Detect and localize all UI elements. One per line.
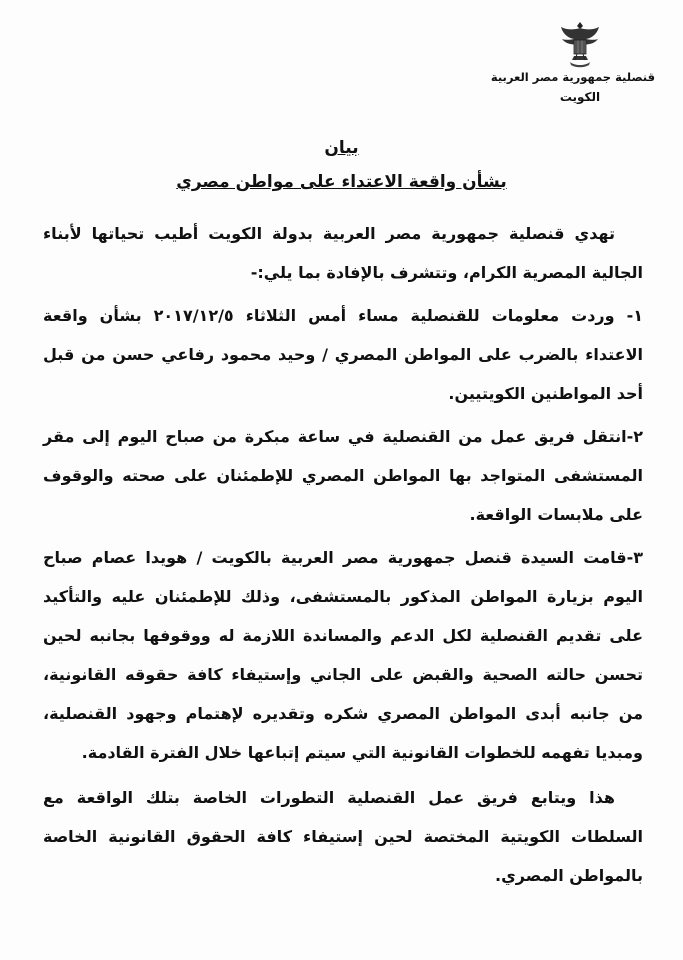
item-2 bbox=[43, 417, 643, 534]
document-title: بيان bbox=[324, 138, 359, 158]
closing-paragraph bbox=[43, 778, 643, 895]
letterhead bbox=[490, 18, 655, 104]
item-3-text: ٣-قامت السيدة قنصل جمهورية مصر العربية بالكويت / هويدا عصام صباح اليوم بزيارة المواطن المذكور بالمستشفى، وذلك للإطمئنان عليه والتأكيد على تقديم القنصلية لكل الدعم والمساندة اللازمة له ووقوفها بجانبه لحين تحسن حالته الصحية والقبض على الجاني وإستيفاء كافة حقوقه القانونية، من جانبه أبدى المواطن المصري شكره وتقديره لإهتمام وجهود القنصلية، ومبديا تفهمه للخطوات القانونية التي سيتم إتباعها خلال الفترة القادمة. bbox=[43, 548, 643, 762]
consulate-name: قنصلية جمهورية مصر العربية bbox=[490, 70, 655, 84]
item-3 bbox=[43, 538, 643, 772]
document-subtitle: بشأن واقعة الاعتداء على مواطن مصري bbox=[176, 172, 507, 192]
consulate-location: الكويت bbox=[559, 90, 601, 104]
intro-text: تهدي قنصلية جمهورية مصر العربية بدولة الكويت أطيب تحياتها لأبناء الجالية المصرية الكرام، وتتشرف بالإفادة بما يلي:- bbox=[43, 224, 643, 282]
intro-paragraph bbox=[43, 214, 643, 292]
item-2-text: ٢-انتقل فريق عمل من القنصلية في ساعة مبكرة من صباح اليوم إلى مقر المستشفى المتواجد بها المواطن المصري للإطمئنان على صحته والوقوف على ملابسات الواقعة. bbox=[43, 427, 643, 524]
egypt-eagle-emblem-icon bbox=[557, 18, 603, 70]
item-1 bbox=[43, 296, 643, 413]
item-1-text: ١- وردت معلومات للقنصلية مساء أمس الثلاثاء ٢٠١٧/١٢/٥ بشأن واقعة الاعتداء بالضرب على المواطن المصري / وحيد محمود رفاعي حسن من قبل أحد المواطنين الكويتيين. bbox=[43, 306, 644, 403]
closing-text: هذا ويتابع فريق عمل القنصلية التطورات الخاصة بتلك الواقعة مع السلطات الكويتية المختصة لحين إستيفاء كافة الحقوق القانونية الخاصة بالمواطن المصري. bbox=[43, 788, 643, 885]
